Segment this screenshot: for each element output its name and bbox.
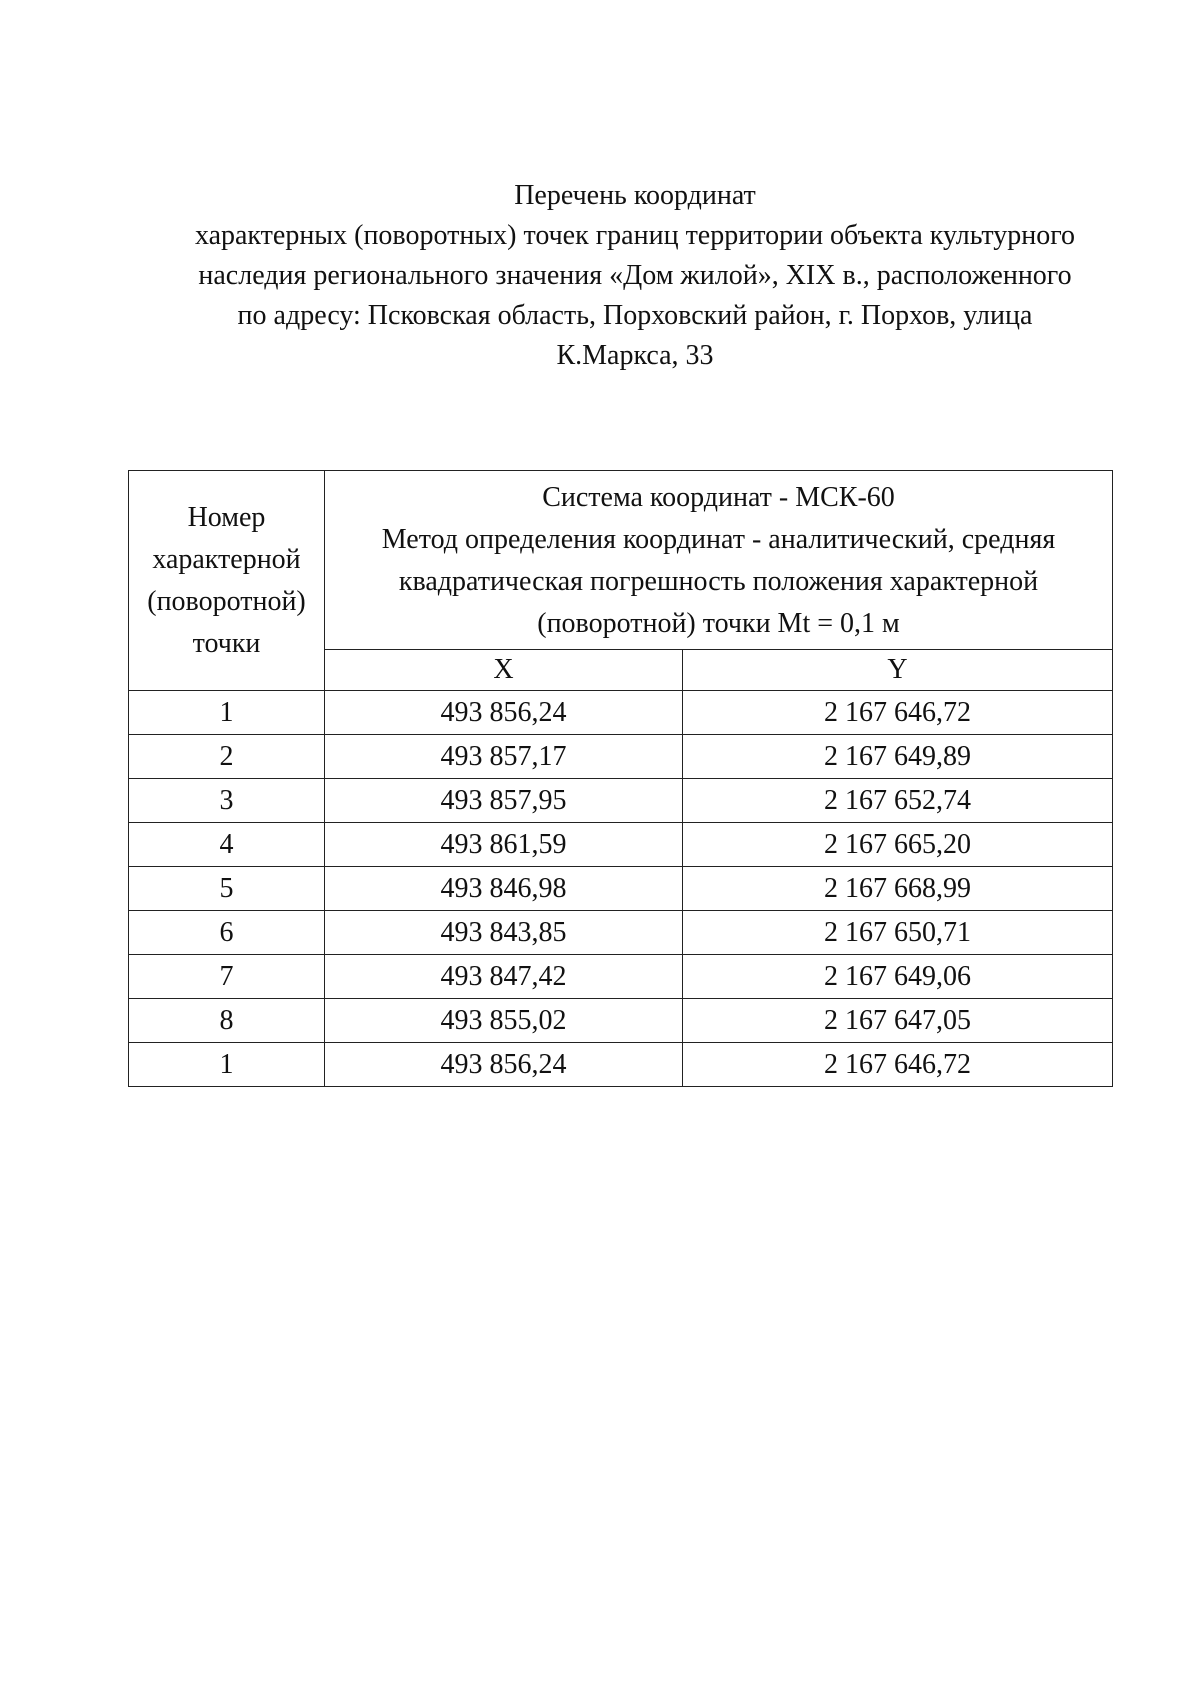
x-cell: 493 856,24 — [325, 1043, 683, 1087]
y-cell: 2 167 647,05 — [683, 999, 1113, 1043]
header-line: Метод определения координат - аналитический, средняя — [381, 524, 1056, 555]
y-cell: 2 167 646,72 — [683, 1043, 1113, 1087]
point-number-cell: 8 — [129, 999, 325, 1043]
x-cell: 493 847,42 — [325, 955, 683, 999]
x-column-header: X — [325, 650, 683, 691]
point-number-header — [129, 471, 325, 691]
table-row — [129, 1043, 1113, 1087]
point-number-cell: 7 — [129, 955, 325, 999]
header-line: (поворотной) точки Mt = 0,1 м — [537, 608, 900, 639]
y-cell: 2 167 646,72 — [683, 691, 1113, 735]
y-cell: 2 167 649,06 — [683, 955, 1113, 999]
x-cell: 493 861,59 — [325, 823, 683, 867]
point-number-cell: 5 — [129, 867, 325, 911]
x-cell: 493 846,98 — [325, 867, 683, 911]
table-row — [129, 911, 1113, 955]
header-line: характерной — [152, 543, 301, 575]
coordinates-table — [128, 470, 1113, 1087]
x-cell: 493 857,17 — [325, 735, 683, 779]
table-row — [129, 823, 1113, 867]
y-cell: 2 167 650,71 — [683, 911, 1113, 955]
title-line: К.Маркса, 33 — [556, 340, 714, 371]
header-line: точки — [192, 627, 261, 659]
point-number-cell: 4 — [129, 823, 325, 867]
title-line: наследия регионального значения «Дом жилой», XIX в., расположенного — [198, 260, 1072, 291]
y-cell: 2 167 665,20 — [683, 823, 1113, 867]
point-number-cell: 6 — [129, 911, 325, 955]
table-row — [129, 691, 1113, 735]
title-line: Перечень координат — [514, 180, 756, 211]
x-cell: 493 857,95 — [325, 779, 683, 823]
table-row — [129, 999, 1113, 1043]
y-cell: 2 167 649,89 — [683, 735, 1113, 779]
table-row — [129, 955, 1113, 999]
y-cell: 2 167 668,99 — [683, 867, 1113, 911]
y-column-header: Y — [683, 650, 1113, 691]
x-cell: 493 843,85 — [325, 911, 683, 955]
table-row — [129, 779, 1113, 823]
table-row — [129, 867, 1113, 911]
table-header-row — [129, 471, 1113, 650]
point-number-cell: 2 — [129, 735, 325, 779]
point-number-cell: 3 — [129, 779, 325, 823]
table-row — [129, 735, 1113, 779]
coordinates-table-wrapper — [128, 470, 1112, 1087]
header-line: квадратическая погрешность положения характерной — [398, 566, 1039, 597]
header-line: (поворотной) — [147, 585, 306, 617]
point-number-cell: 1 — [129, 691, 325, 735]
header-line: Номер — [187, 501, 266, 533]
title-line: характерных (поворотных) точек границ территории объекта культурного — [194, 220, 1076, 251]
title-line: по адресу: Псковская область, Порховский район, г. Порхов, улица — [237, 300, 1033, 331]
header-line: Система координат - МСК-60 — [542, 482, 895, 513]
document-title — [150, 176, 1120, 376]
point-number-cell: 1 — [129, 1043, 325, 1087]
y-cell: 2 167 652,74 — [683, 779, 1113, 823]
x-cell: 493 855,02 — [325, 999, 683, 1043]
x-cell: 493 856,24 — [325, 691, 683, 735]
coordinate-system-header — [325, 471, 1113, 650]
